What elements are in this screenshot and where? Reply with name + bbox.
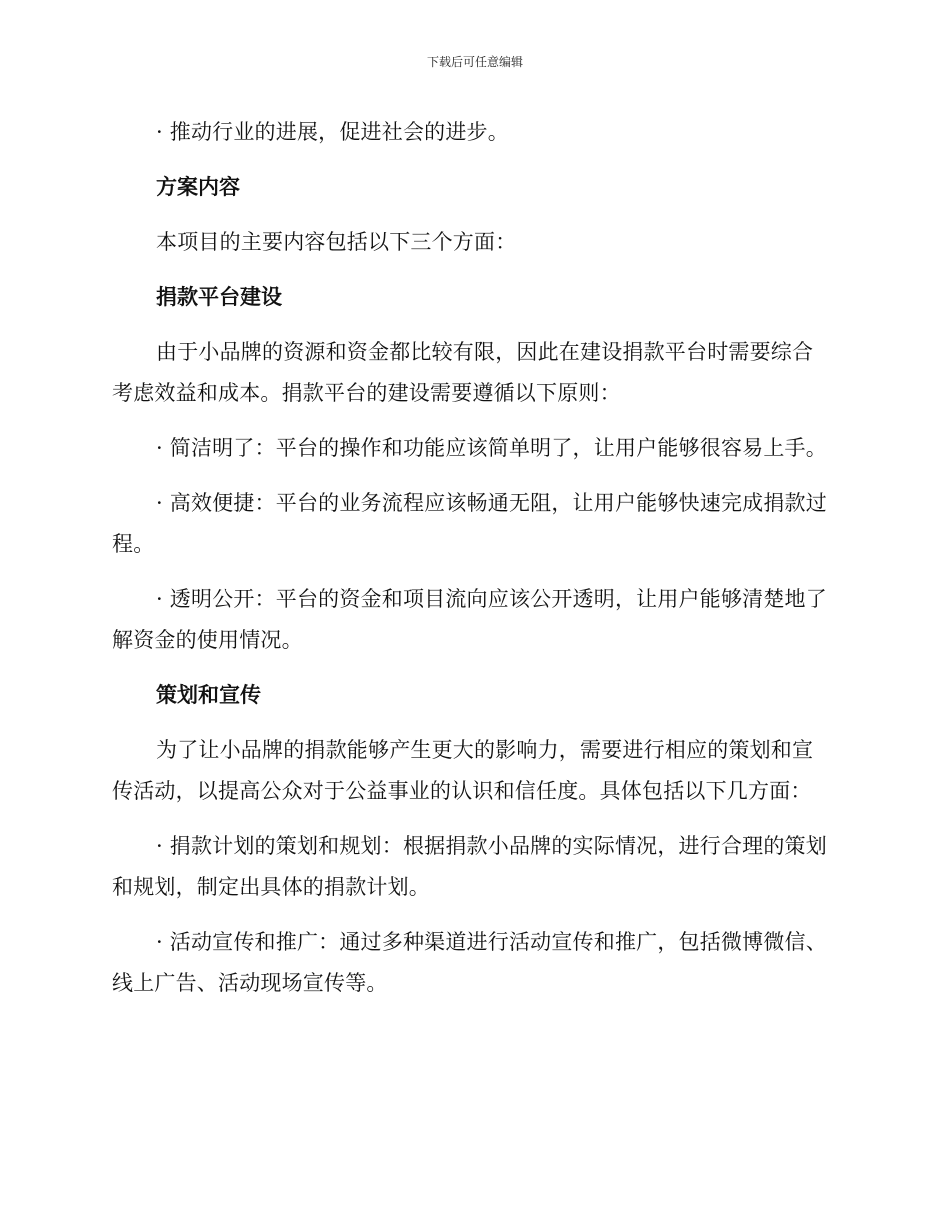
page-header: 下载后可任意编辑	[426, 55, 523, 69]
bullet-paragraph: · 活动宣传和推广：通过多种渠道进行活动宣传和推广，包括微博微信、线上广告、活动现场宣传等。	[112, 930, 827, 995]
body-paragraph: 本项目的主要内容包括以下三个方面：	[156, 230, 517, 254]
subsection-heading: 捐款平台建设	[156, 285, 282, 309]
bullet-paragraph: · 推动行业的进展，促进社会的进步。	[156, 120, 509, 144]
subsection-heading: 策划和宣传	[156, 683, 261, 707]
bullet-paragraph: · 透明公开：平台的资金和项目流向应该公开透明，让用户能够清楚地了解资金的使用情况。	[112, 587, 827, 652]
section-heading: 方案内容	[156, 175, 240, 199]
bullet-paragraph: · 简洁明了：平台的操作和功能应该简单明了，让用户能够很容易上手。	[156, 436, 827, 460]
document-body	[112, 112, 830, 1018]
bullet-paragraph: · 捐款计划的策划和规划：根据捐款小品牌的实际情况，进行合理的策划和规划，制定出具体的捐款计划。	[112, 834, 827, 899]
body-paragraph: 为了让小品牌的捐款能够产生更大的影响力，需要进行相应的策划和宣传活动，以提高公众对于公益事业的认识和信任度。具体包括以下几方面：	[112, 738, 814, 803]
bullet-paragraph: · 高效便捷：平台的业务流程应该畅通无阻，让用户能够快速完成捐款过程。	[112, 491, 827, 556]
body-paragraph: 由于小品牌的资源和资金都比较有限，因此在建设捐款平台时需要综合考虑效益和成本。捐款平台的建设需要遵循以下原则：	[112, 340, 814, 405]
